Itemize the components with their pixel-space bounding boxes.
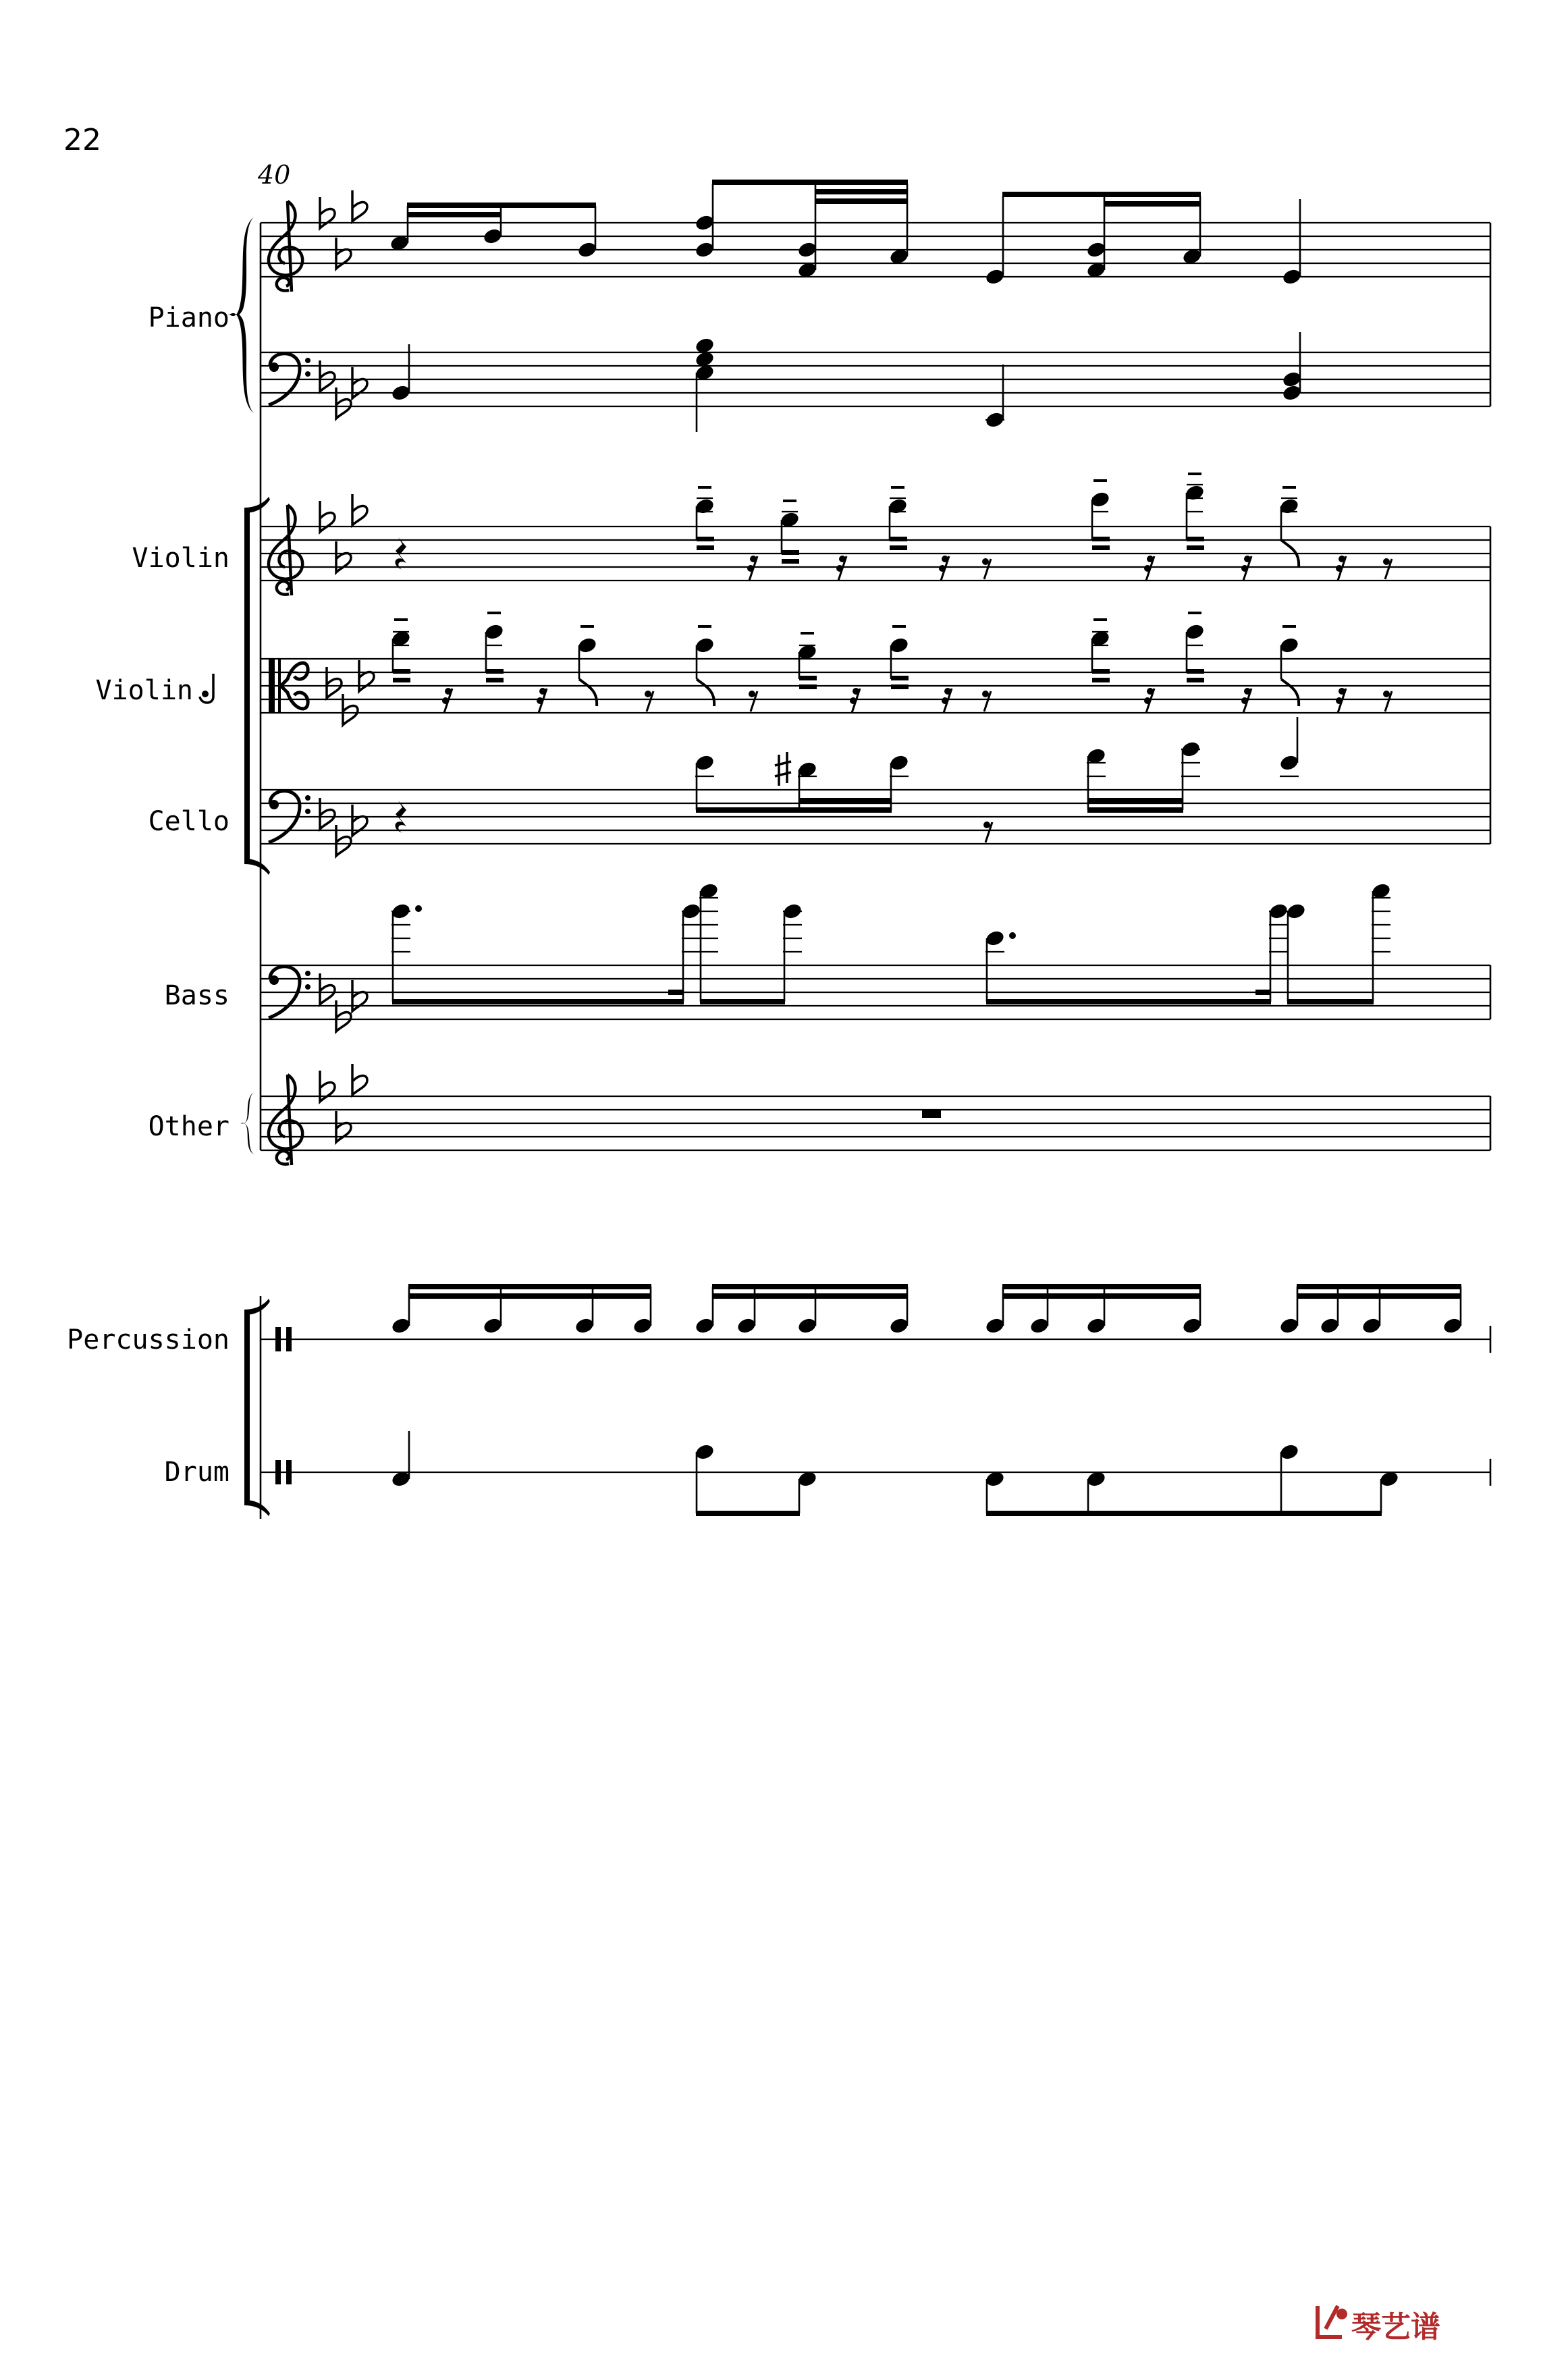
bass-notes (390, 882, 1391, 1004)
piano-brace-icon (228, 217, 254, 413)
measure-number: 40 (258, 160, 291, 190)
instrument-label-cello: Cello (148, 806, 229, 837)
percussion-clef-icon (275, 1327, 292, 1484)
watermark (1318, 2306, 1440, 2344)
instrument-label-drum: Drum (164, 1457, 229, 1488)
instrument-label-other: Other (148, 1111, 229, 1142)
other-brace-icon (240, 1092, 254, 1154)
watermark-text: 琴艺谱 (1351, 2310, 1440, 2344)
key-signature-alto (327, 660, 374, 725)
other-whole-rest-icon (922, 1110, 941, 1118)
music-note-logo-icon (1318, 2306, 1345, 2337)
drum-notes (390, 1431, 1399, 1516)
cello-notes (395, 717, 1299, 842)
instrument-label-violin: Violin (132, 543, 229, 574)
page-number: 22 (63, 123, 101, 157)
violin-2-notes (390, 613, 1392, 713)
treble-clef-icon (269, 505, 302, 595)
piano-bass-notes (390, 332, 1302, 432)
alto-clef-mark-icon (200, 674, 213, 703)
sharp-icon (775, 752, 791, 786)
instrument-label-violin-2: Violin (95, 675, 193, 706)
piano-treble-notes (389, 180, 1302, 286)
barlines (261, 223, 1490, 1519)
percussion-bracket-icon (244, 1299, 270, 1516)
percussion-notes (390, 1284, 1463, 1335)
instrument-label-bass: Bass (164, 980, 229, 1011)
treble-clef-icon (269, 1075, 302, 1165)
instrument-label-percussion: Percussion (67, 1324, 229, 1355)
instrument-label-piano: Piano (148, 302, 229, 333)
treble-clef-icon (269, 201, 302, 292)
instrument-labels (67, 302, 229, 1488)
